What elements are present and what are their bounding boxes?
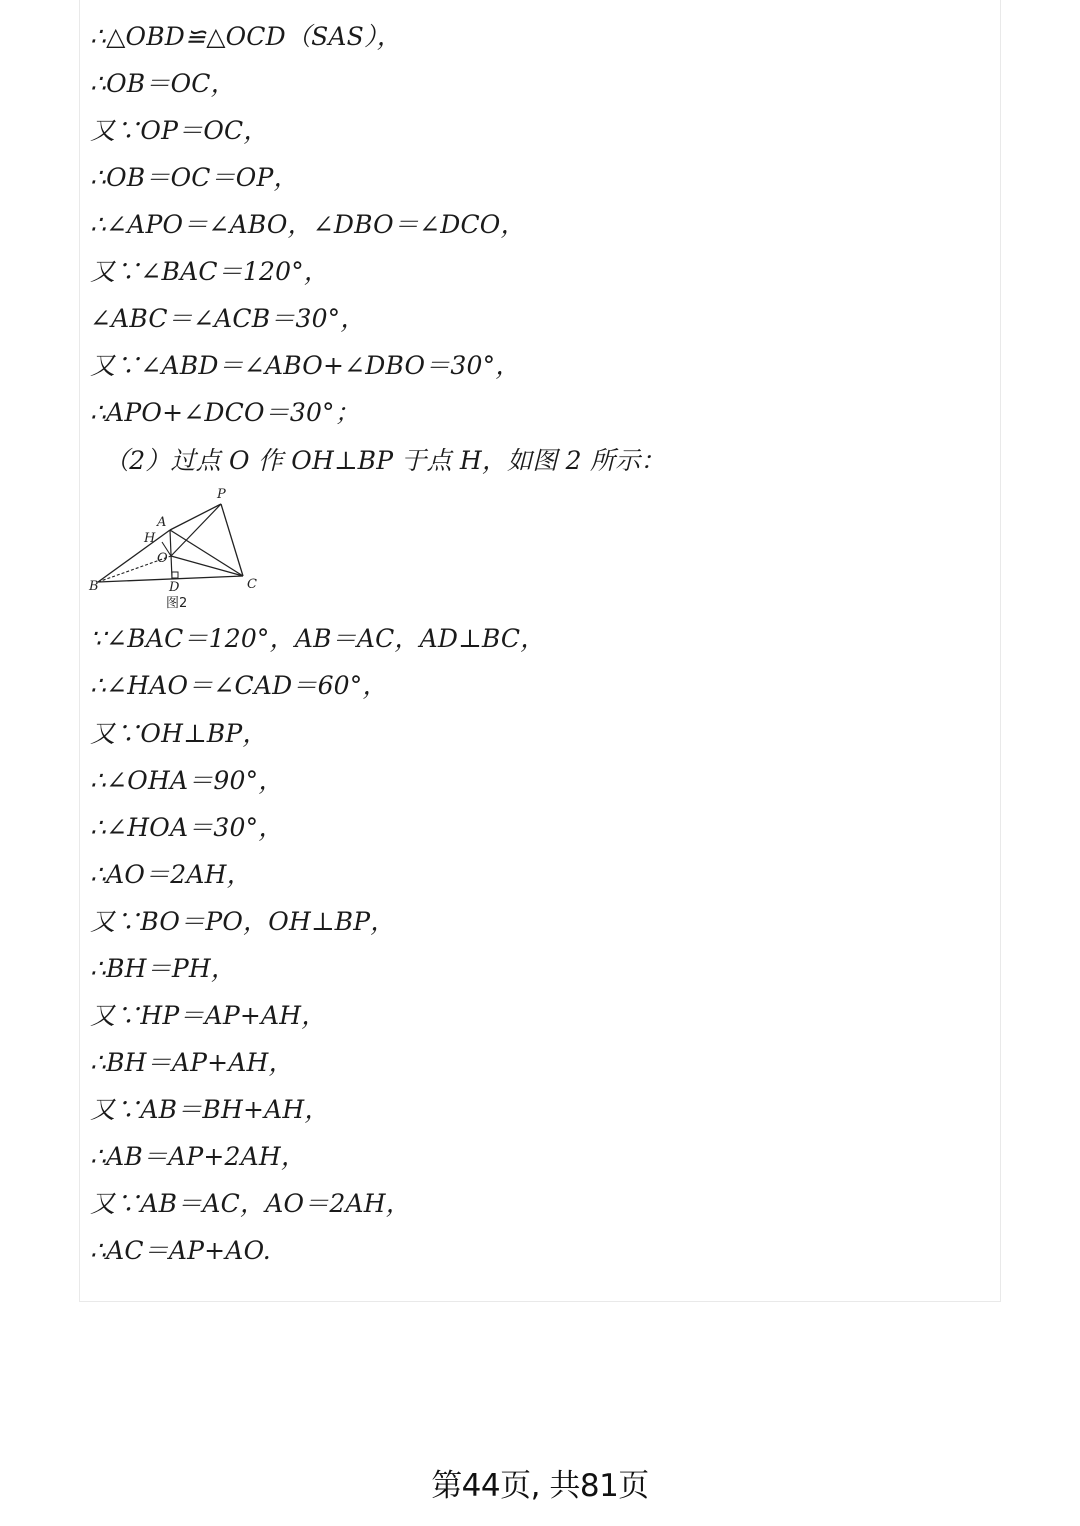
proof-line-9: ∴APO+∠DCO＝30°； [90,398,360,427]
right-angle-mark [172,572,178,578]
label-a: A [157,515,167,530]
figure-caption: 图2 [166,596,188,611]
proof-line-15: ∴∠HOA＝30°， [90,813,284,842]
label-h: H [144,531,156,546]
part-2-heading: （2）过点 O 作 OH⊥BP 于点 H，如图 2 所示： [104,446,666,475]
segment-pc [221,504,243,576]
label-o: O [157,551,168,566]
proof-line-1: ∴△OBD≌△OCD（SAS）， [90,22,402,51]
proof-line-22: ∴AB＝AP+2AH， [90,1142,307,1171]
proof-line-2: ∴OB＝OC， [90,69,236,98]
proof-line-21: 又∵AB＝BH+AH， [90,1095,330,1124]
segment-op [171,504,221,556]
proof-line-23: 又∵AB＝AC，AO＝2AH， [90,1189,411,1218]
proof-line-19: 又∵HP＝AP+AH， [90,1001,327,1030]
proof-line-8: 又∵∠ABD＝∠ABO+∠DBO＝30°， [90,351,521,380]
geometry-figure [86,484,266,614]
proof-line-5: ∴∠APO＝∠ABO，∠DBO＝∠DCO， [90,210,526,239]
proof-line-12: ∴∠HAO＝∠CAD＝60°， [90,671,388,700]
proof-line-17: 又∵BO＝PO，OH⊥BP， [90,907,396,936]
proof-line-14: ∴∠OHA＝90°， [90,766,284,795]
proof-line-18: ∴BH＝PH， [90,954,237,983]
proof-line-16: ∴AO＝2AH， [90,860,252,889]
segment-ac [170,530,243,576]
proof-line-7: ∠ABC＝∠ACB＝30°， [90,304,366,333]
proof-line-11: ∵∠BAC＝120°，AB＝AC，AD⊥BC， [90,624,546,653]
label-c: C [247,577,257,592]
label-b: B [89,579,99,594]
page-number-footer: 第44页, 共81页 [431,1468,649,1504]
proof-line-3: 又∵OP＝OC， [90,116,269,145]
proof-line-13: 又∵OH⊥BP， [90,719,268,748]
proof-line-24: ∴AC＝AP+AO. [90,1236,271,1265]
proof-line-20: ∴BH＝AP+AH， [90,1048,294,1077]
proof-line-4: ∴OB＝OC＝OP， [90,163,299,192]
segment-oc [171,556,243,576]
label-p: P [217,487,226,502]
segment-ap [170,504,221,530]
label-d: D [169,580,180,595]
proof-line-6: 又∵∠BAC＝120°， [90,257,330,286]
